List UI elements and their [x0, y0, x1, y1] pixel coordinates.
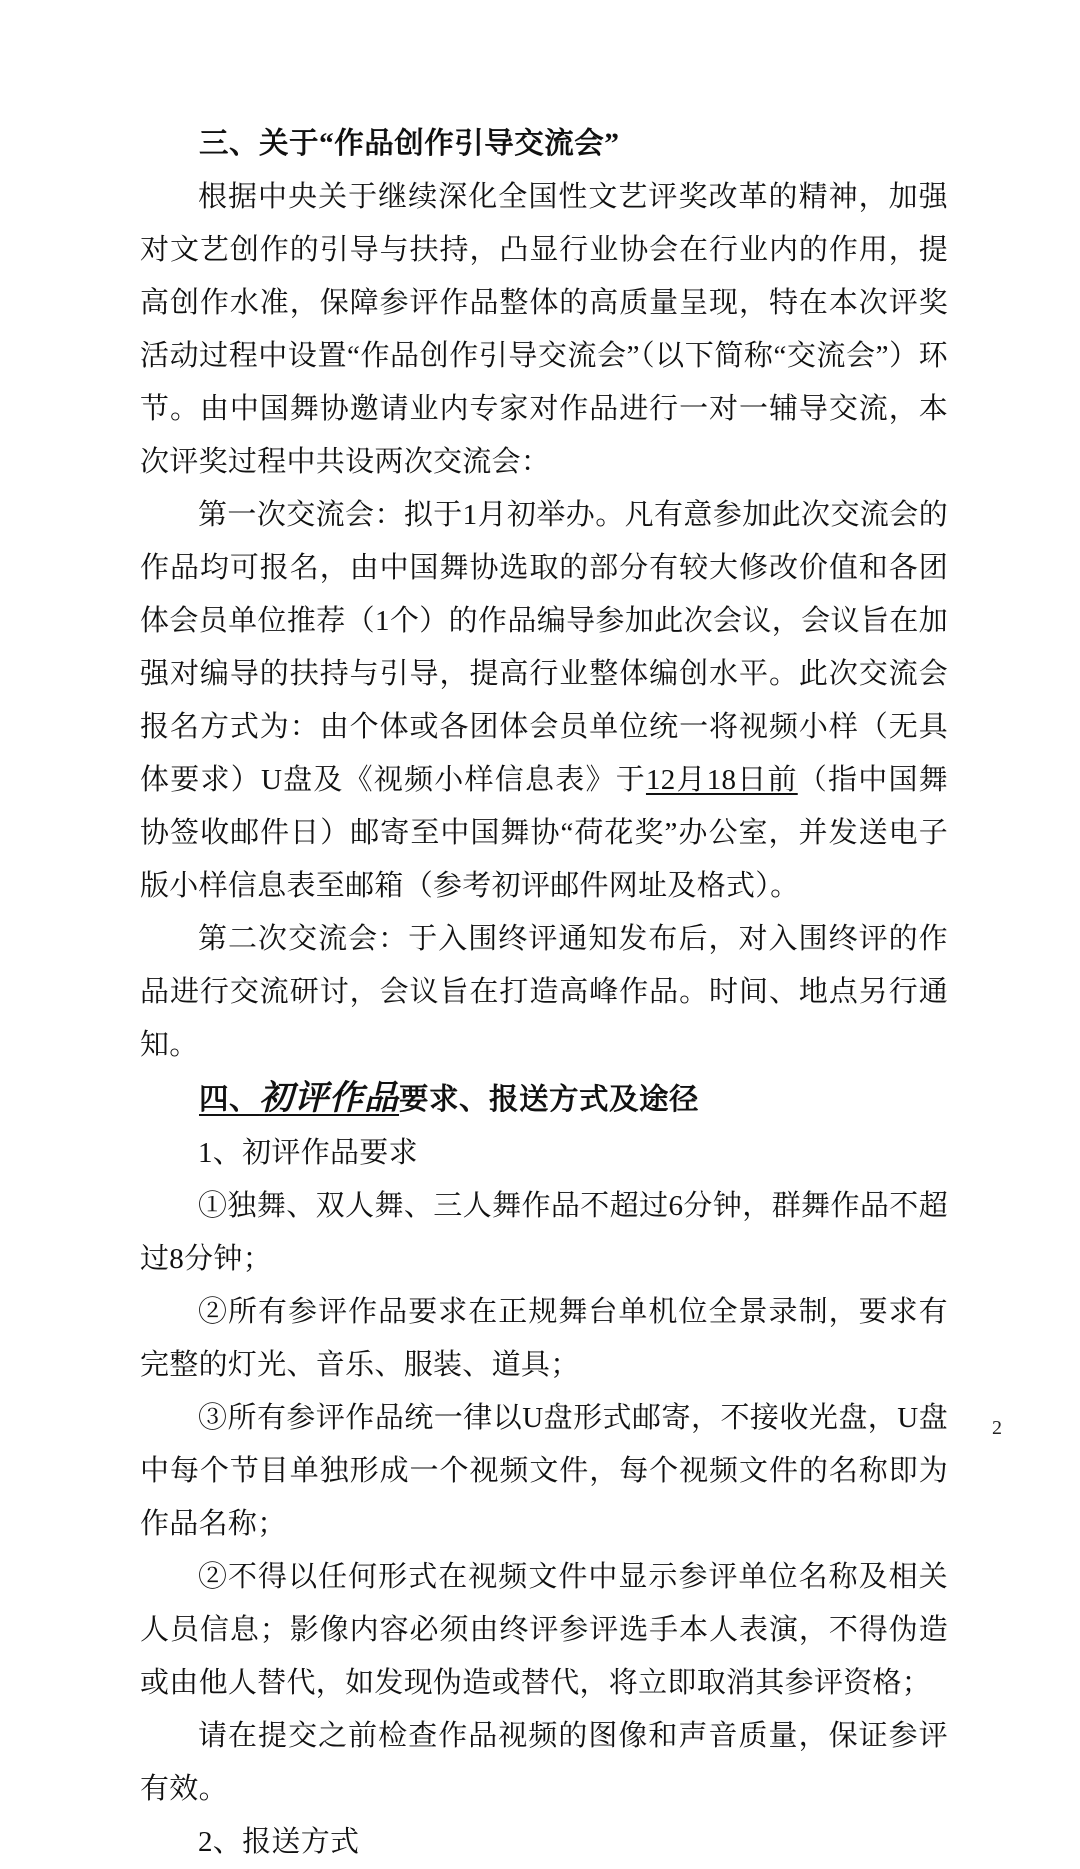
requirement-item-2: ②所有参评作品要求在正规舞台单机位全景录制，要求有完整的灯光、音乐、服装、道具；: [140, 1296, 948, 1381]
sub-heading-four-one: 1、初评作品要求: [198, 1137, 418, 1169]
heading-section-three: 三、关于“作品创作引导交流会”: [199, 128, 620, 160]
paragraph-quality-check-notice: 请在提交之前检查作品视频的图像和声音质量，保证参评有效。: [140, 1720, 948, 1805]
heading-section-four-rest: 要求、报送方式及途径: [399, 1084, 700, 1116]
requirement-item-3: ③所有参评作品统一律以U盘形式邮寄，不接收光盘，U盘中每个节目单独形成一个视频文件，每个视频文件的名称即为作品名称；: [140, 1402, 948, 1540]
paragraph-first-exchange-meeting: [140, 489, 948, 913]
first-meeting-deadline-underlined: 12月18日前: [645, 764, 798, 796]
first-meeting-text-a: 第一次交流会：拟于1月初举办。凡有意参加此次交流会的作品均可报名，由中国舞协选取的部分有较大修改价值和各团体会员单位推荐（1个）的作品编导参加此次会议，会议旨在加强对编导的扶持与引导，提高行业整体编创水平。此次交流会报名方式为：由个体或各团体会员单位统一将视频小样（无具体要求）U盘及《视频小样信息表》于: [140, 499, 948, 796]
heading-section-four-number: 四、: [199, 1084, 260, 1116]
requirement-item-1: ①独舞、双人舞、三人舞作品不超过6分钟，群舞作品不超过8分钟；: [140, 1190, 948, 1275]
sub-heading-four-two: 2、报送方式: [198, 1826, 360, 1858]
heading-section-four-emphasis: 初评作品: [259, 1080, 400, 1117]
first-meeting-text-b: （指中国舞协签收邮件日）邮寄至中国舞协“荷花奖”办公室，并发送电子版小样信息表至邮箱（参考初评邮件网址及格式）。: [140, 764, 948, 902]
page-number: 2: [992, 1417, 1002, 1439]
paragraph-section-three-intro: 根据中央关于继续深化全国性文艺评奖改革的精神，加强对文艺创作的引导与扶持，凸显行业协会在行业内的作用，提高创作水准，保障参评作品整体的高质量呈现，特在本次评奖活动过程中设置“作品创作引导交流会”（以下简称“交流会”）环节。由中国舞协邀请业内专家对作品进行一对一辅导交流，本次评奖过程中共设两次交流会：: [140, 181, 948, 478]
requirement-item-4: ②不得以任何形式在视频文件中显示参评单位名称及相关人员信息；影像内容必须由终评参评选手本人表演，不得伪造或由他人替代，如发现伪造或替代，将立即取消其参评资格；: [140, 1561, 948, 1699]
heading-section-four: [140, 1072, 948, 1127]
paragraph-second-exchange-meeting: 第二次交流会：于入围终评通知发布后，对入围终评的作品进行交流研讨，会议旨在打造高峰作品。时间、地点另行通知。: [140, 923, 948, 1061]
document-body: [140, 118, 948, 1869]
